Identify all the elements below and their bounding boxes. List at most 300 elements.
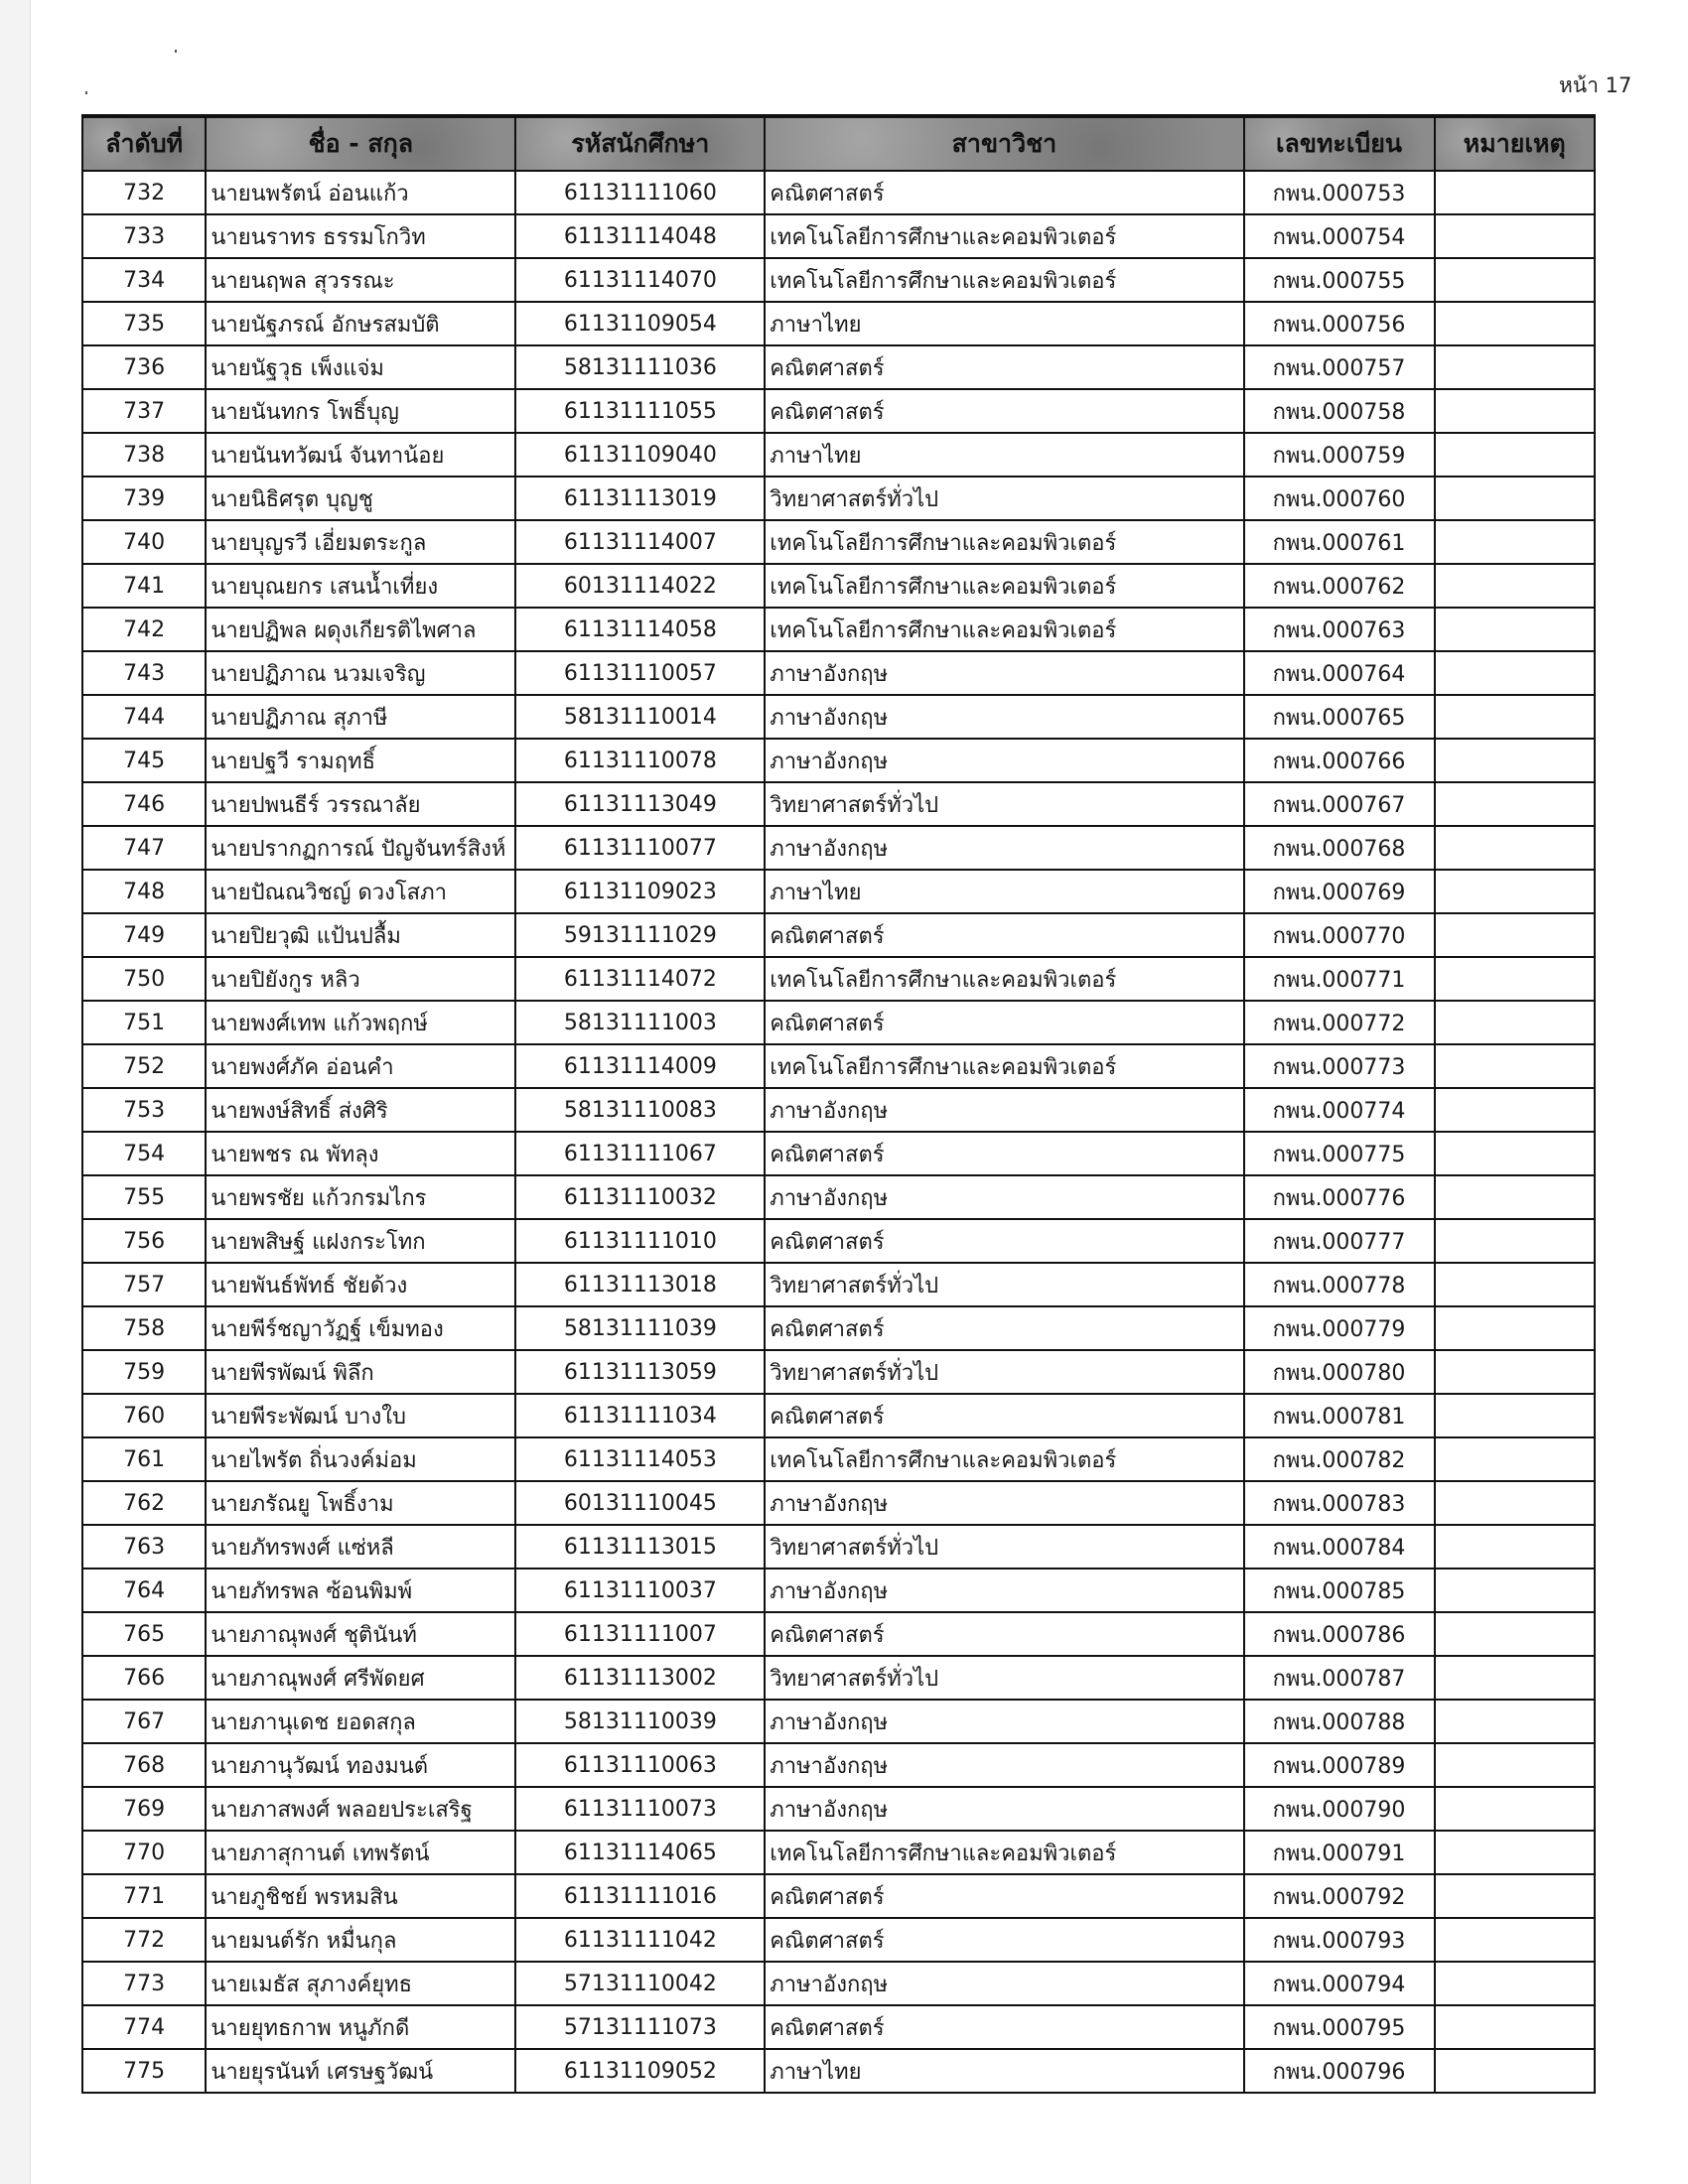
cell-order: 737	[82, 389, 206, 433]
cell-name: นายนพรัตน์ อ่อนแก้ว	[206, 171, 515, 214]
cell-remarks	[1435, 1700, 1596, 1743]
cell-registration-no: กพน.000794	[1244, 1962, 1435, 2005]
table-row	[82, 258, 1595, 302]
cell-registration-no: กพน.000766	[1244, 739, 1435, 782]
cell-remarks	[1435, 1656, 1596, 1700]
table-row	[82, 695, 1595, 739]
cell-major: คณิตศาสตร์	[765, 1612, 1243, 1656]
cell-name: นายภาณุพงศ์ ศรีพัดยศ	[206, 1656, 515, 1700]
cell-major: ภาษาอังกฤษ	[765, 1700, 1243, 1743]
cell-remarks	[1435, 1088, 1596, 1132]
cell-name: นายนันทกร โพธิ์บุญ	[206, 389, 515, 433]
table-row	[82, 477, 1595, 520]
cell-remarks	[1435, 695, 1596, 739]
table-row	[82, 1743, 1595, 1787]
cell-name: นายปฏิภาณ นวมเจริญ	[206, 651, 515, 695]
table-row	[82, 1612, 1595, 1656]
cell-student-id: 58131111036	[515, 345, 765, 389]
cell-remarks	[1435, 1394, 1596, 1437]
cell-registration-no: กพน.000779	[1244, 1306, 1435, 1350]
cell-registration-no: กพน.000788	[1244, 1700, 1435, 1743]
cell-registration-no: กพน.000796	[1244, 2049, 1435, 2093]
cell-major: เทคโนโลยีการศึกษาและคอมพิวเตอร์	[765, 1044, 1243, 1088]
cell-name: นายพงศ์เทพ แก้วพฤกษ์	[206, 1001, 515, 1044]
table-row	[82, 1044, 1595, 1088]
cell-remarks	[1435, 870, 1596, 913]
cell-major: วิทยาศาสตร์ทั่วไป	[765, 1525, 1243, 1569]
cell-major: ภาษาอังกฤษ	[765, 1175, 1243, 1219]
table-row	[82, 1001, 1595, 1044]
cell-remarks	[1435, 957, 1596, 1001]
cell-remarks	[1435, 739, 1596, 782]
header-name: ชื่อ - สกุล	[206, 116, 515, 171]
header-major: สาขาวิชา	[765, 116, 1243, 171]
cell-major: วิทยาศาสตร์ทั่วไป	[765, 1350, 1243, 1394]
cell-order: 743	[82, 651, 206, 695]
cell-major: วิทยาศาสตร์ทั่วไป	[765, 782, 1243, 826]
cell-remarks	[1435, 608, 1596, 651]
table-row	[82, 433, 1595, 477]
cell-major: เทคโนโลยีการศึกษาและคอมพิวเตอร์	[765, 1437, 1243, 1481]
cell-major: วิทยาศาสตร์ทั่วไป	[765, 477, 1243, 520]
cell-name: นายนราทร ธรรมโกวิท	[206, 214, 515, 258]
cell-remarks	[1435, 214, 1596, 258]
cell-remarks	[1435, 782, 1596, 826]
cell-name: นายนัฐวุธ เพ็งแจ่ม	[206, 345, 515, 389]
cell-student-id: 61131110032	[515, 1175, 765, 1219]
cell-major: ภาษาไทย	[765, 433, 1243, 477]
cell-student-id: 61131109023	[515, 870, 765, 913]
cell-registration-no: กพน.000781	[1244, 1394, 1435, 1437]
cell-name: นายภาสุกานต์ เทพรัตน์	[206, 1831, 515, 1874]
cell-order: 766	[82, 1656, 206, 1700]
cell-major: ภาษาอังกฤษ	[765, 826, 1243, 870]
cell-name: นายนันทวัฒน์ จันทาน้อย	[206, 433, 515, 477]
cell-registration-no: กพน.000776	[1244, 1175, 1435, 1219]
table-row	[82, 1656, 1595, 1700]
cell-name: นายนฤพล สุวรรณะ	[206, 258, 515, 302]
cell-remarks	[1435, 1263, 1596, 1306]
cell-remarks	[1435, 1569, 1596, 1612]
table-row	[82, 1874, 1595, 1918]
cell-order: 752	[82, 1044, 206, 1088]
cell-registration-no: กพน.000775	[1244, 1132, 1435, 1175]
cell-name: นายพชร ณ พัทลุง	[206, 1132, 515, 1175]
cell-remarks	[1435, 258, 1596, 302]
cell-order: 759	[82, 1350, 206, 1394]
cell-order: 742	[82, 608, 206, 651]
cell-name: นายพีระพัฒน์ บางใบ	[206, 1394, 515, 1437]
cell-name: นายบุณยกร เสนน้ำเที่ยง	[206, 564, 515, 608]
cell-student-id: 61131111010	[515, 1219, 765, 1263]
cell-order: 736	[82, 345, 206, 389]
cell-order: 775	[82, 2049, 206, 2093]
table-row	[82, 1569, 1595, 1612]
table-row	[82, 1700, 1595, 1743]
cell-major: คณิตศาสตร์	[765, 1219, 1243, 1263]
cell-remarks	[1435, 1437, 1596, 1481]
cell-order: 762	[82, 1481, 206, 1525]
cell-registration-no: กพน.000754	[1244, 214, 1435, 258]
table-row	[82, 1437, 1595, 1481]
cell-major: ภาษาอังกฤษ	[765, 739, 1243, 782]
cell-name: นายพรชัย แก้วกรมไกร	[206, 1175, 515, 1219]
cell-student-id: 61131110063	[515, 1743, 765, 1787]
cell-major: ภาษาอังกฤษ	[765, 651, 1243, 695]
cell-remarks	[1435, 1481, 1596, 1525]
table-row	[82, 1263, 1595, 1306]
cell-registration-no: กพน.000780	[1244, 1350, 1435, 1394]
cell-remarks	[1435, 2005, 1596, 2049]
cell-registration-no: กพน.000760	[1244, 477, 1435, 520]
cell-registration-no: กพน.000792	[1244, 1874, 1435, 1918]
scan-speck	[175, 50, 177, 53]
cell-registration-no: กพน.000757	[1244, 345, 1435, 389]
cell-remarks	[1435, 1001, 1596, 1044]
cell-name: นายปฏิภาณ สุภาษี	[206, 695, 515, 739]
cell-order: 756	[82, 1219, 206, 1263]
table-row	[82, 1175, 1595, 1219]
cell-registration-no: กพน.000755	[1244, 258, 1435, 302]
table-row	[82, 1481, 1595, 1525]
cell-registration-no: กพน.000756	[1244, 302, 1435, 345]
table-row	[82, 826, 1595, 870]
cell-registration-no: กพน.000774	[1244, 1088, 1435, 1132]
cell-name: นายภูชิชย์ พรหมสิน	[206, 1874, 515, 1918]
cell-major: ภาษาอังกฤษ	[765, 1569, 1243, 1612]
cell-remarks	[1435, 1874, 1596, 1918]
table-row	[82, 1962, 1595, 2005]
cell-student-id: 58131110014	[515, 695, 765, 739]
cell-student-id: 61131114070	[515, 258, 765, 302]
cell-remarks	[1435, 1918, 1596, 1962]
cell-student-id: 57131110042	[515, 1962, 765, 2005]
cell-major: วิทยาศาสตร์ทั่วไป	[765, 1656, 1243, 1700]
cell-major: เทคโนโลยีการศึกษาและคอมพิวเตอร์	[765, 957, 1243, 1001]
cell-registration-no: กพน.000762	[1244, 564, 1435, 608]
table-row	[82, 1132, 1595, 1175]
cell-registration-no: กพน.000772	[1244, 1001, 1435, 1044]
cell-registration-no: กพน.000765	[1244, 695, 1435, 739]
cell-order: 740	[82, 520, 206, 564]
cell-major: เทคโนโลยีการศึกษาและคอมพิวเตอร์	[765, 608, 1243, 651]
cell-name: นายปรากฏการณ์ ปัญจันทร์สิงห์	[206, 826, 515, 870]
cell-remarks	[1435, 1306, 1596, 1350]
cell-registration-no: กพน.000793	[1244, 1918, 1435, 1962]
cell-order: 748	[82, 870, 206, 913]
cell-major: ภาษาไทย	[765, 302, 1243, 345]
cell-order: 754	[82, 1132, 206, 1175]
cell-registration-no: กพน.000789	[1244, 1743, 1435, 1787]
cell-registration-no: กพน.000771	[1244, 957, 1435, 1001]
cell-order: 767	[82, 1700, 206, 1743]
cell-order: 750	[82, 957, 206, 1001]
cell-registration-no: กพน.000787	[1244, 1656, 1435, 1700]
cell-name: นายนิธิศรุต บุญชู	[206, 477, 515, 520]
table-row	[82, 1918, 1595, 1962]
cell-order: 771	[82, 1874, 206, 1918]
cell-remarks	[1435, 1044, 1596, 1088]
cell-remarks	[1435, 2049, 1596, 2093]
table-row	[82, 1350, 1595, 1394]
table-row	[82, 171, 1595, 214]
cell-registration-no: กพน.000768	[1244, 826, 1435, 870]
table-row	[82, 782, 1595, 826]
cell-name: นายไพรัต ถิ่นวงค์ม่อม	[206, 1437, 515, 1481]
cell-student-id: 61131114007	[515, 520, 765, 564]
cell-registration-no: กพน.000777	[1244, 1219, 1435, 1263]
cell-name: นายพสิษฐ์ แฝงกระโทก	[206, 1219, 515, 1263]
cell-registration-no: กพน.000761	[1244, 520, 1435, 564]
cell-name: นายปพนธีร์ วรรณาลัย	[206, 782, 515, 826]
cell-registration-no: กพน.000786	[1244, 1612, 1435, 1656]
cell-name: นายภาณุพงศ์ ชุตินันท์	[206, 1612, 515, 1656]
cell-remarks	[1435, 477, 1596, 520]
cell-registration-no: กพน.000783	[1244, 1481, 1435, 1525]
cell-student-id: 61131113002	[515, 1656, 765, 1700]
cell-registration-no: กพน.000785	[1244, 1569, 1435, 1612]
table-row	[82, 651, 1595, 695]
cell-student-id: 61131110037	[515, 1569, 765, 1612]
cell-student-id: 61131110057	[515, 651, 765, 695]
cell-major: เทคโนโลยีการศึกษาและคอมพิวเตอร์	[765, 520, 1243, 564]
cell-order: 747	[82, 826, 206, 870]
cell-order: 758	[82, 1306, 206, 1350]
cell-name: นายยุทธกาพ หนูภักดี	[206, 2005, 515, 2049]
cell-student-id: 59131111029	[515, 913, 765, 957]
cell-remarks	[1435, 302, 1596, 345]
cell-registration-no: กพน.000764	[1244, 651, 1435, 695]
scan-speck	[85, 91, 87, 94]
cell-registration-no: กพน.000770	[1244, 913, 1435, 957]
cell-name: นายพีร์ชญาวัฏฐ์ เข็มทอง	[206, 1306, 515, 1350]
table-row	[82, 520, 1595, 564]
table-row	[82, 608, 1595, 651]
cell-registration-no: กพน.000759	[1244, 433, 1435, 477]
cell-registration-no: กพน.000784	[1244, 1525, 1435, 1569]
cell-remarks	[1435, 345, 1596, 389]
table-row	[82, 302, 1595, 345]
cell-registration-no: กพน.000758	[1244, 389, 1435, 433]
cell-remarks	[1435, 1350, 1596, 1394]
cell-student-id: 58131110039	[515, 1700, 765, 1743]
cell-major: คณิตศาสตร์	[765, 345, 1243, 389]
cell-order: 749	[82, 913, 206, 957]
cell-name: นายปิยังกูร หลิว	[206, 957, 515, 1001]
cell-order: 760	[82, 1394, 206, 1437]
table-row	[82, 870, 1595, 913]
cell-name: นายภานุเดช ยอดสกุล	[206, 1700, 515, 1743]
cell-registration-no: กพน.000763	[1244, 608, 1435, 651]
cell-order: 741	[82, 564, 206, 608]
cell-major: คณิตศาสตร์	[765, 1306, 1243, 1350]
cell-student-id: 61131114072	[515, 957, 765, 1001]
cell-student-id: 61131111016	[515, 1874, 765, 1918]
cell-student-id: 58131111003	[515, 1001, 765, 1044]
cell-registration-no: กพน.000769	[1244, 870, 1435, 913]
cell-remarks	[1435, 1787, 1596, 1831]
cell-registration-no: กพน.000778	[1244, 1263, 1435, 1306]
cell-student-id: 61131109052	[515, 2049, 765, 2093]
cell-order: 735	[82, 302, 206, 345]
cell-name: นายปัณณวิชญ์ ดวงโสภา	[206, 870, 515, 913]
cell-registration-no: กพน.000795	[1244, 2005, 1435, 2049]
header-order: ลำดับที่	[82, 116, 206, 171]
cell-name: นายนัฐภรณ์ อักษรสมบัติ	[206, 302, 515, 345]
cell-major: เทคโนโลยีการศึกษาและคอมพิวเตอร์	[765, 258, 1243, 302]
cell-order: 773	[82, 1962, 206, 2005]
cell-student-id: 61131113049	[515, 782, 765, 826]
cell-registration-no: กพน.000791	[1244, 1831, 1435, 1874]
cell-student-id: 57131111073	[515, 2005, 765, 2049]
cell-order: 764	[82, 1569, 206, 1612]
cell-registration-no: กพน.000753	[1244, 171, 1435, 214]
cell-student-id: 61131111067	[515, 1132, 765, 1175]
cell-order: 761	[82, 1437, 206, 1481]
cell-major: ภาษาอังกฤษ	[765, 1481, 1243, 1525]
cell-name: นายภัทรพงศ์ แซ่หลี	[206, 1525, 515, 1569]
cell-name: นายปฐวี รามฤทธิ์	[206, 739, 515, 782]
cell-major: เทคโนโลยีการศึกษาและคอมพิวเตอร์	[765, 1831, 1243, 1874]
cell-remarks	[1435, 1219, 1596, 1263]
cell-order: 744	[82, 695, 206, 739]
cell-student-id: 61131110078	[515, 739, 765, 782]
cell-student-id: 61131113018	[515, 1263, 765, 1306]
cell-student-id: 61131111042	[515, 1918, 765, 1962]
cell-name: นายภาสพงศ์ พลอยประเสริฐ	[206, 1787, 515, 1831]
cell-major: ภาษาไทย	[765, 870, 1243, 913]
cell-remarks	[1435, 913, 1596, 957]
cell-order: 769	[82, 1787, 206, 1831]
cell-student-id: 61131113059	[515, 1350, 765, 1394]
cell-student-id: 61131111055	[515, 389, 765, 433]
cell-student-id: 61131109040	[515, 433, 765, 477]
table-row	[82, 1394, 1595, 1437]
cell-student-id: 61131114053	[515, 1437, 765, 1481]
cell-student-id: 61131113015	[515, 1525, 765, 1569]
table-row	[82, 1088, 1595, 1132]
cell-major: คณิตศาสตร์	[765, 2005, 1243, 2049]
cell-major: คณิตศาสตร์	[765, 1001, 1243, 1044]
cell-name: นายเมธัส สุภางค์ยุทธ	[206, 1962, 515, 2005]
cell-major: วิทยาศาสตร์ทั่วไป	[765, 1263, 1243, 1306]
table-row	[82, 2049, 1595, 2093]
cell-order: 745	[82, 739, 206, 782]
table-row	[82, 1306, 1595, 1350]
table-row	[82, 1831, 1595, 1874]
table-row	[82, 2005, 1595, 2049]
cell-major: คณิตศาสตร์	[765, 913, 1243, 957]
cell-name: นายปฏิพล ผดุงเกียรติไพศาล	[206, 608, 515, 651]
cell-name: นายปิยวุฒิ แป้นปลื้ม	[206, 913, 515, 957]
table-row	[82, 1787, 1595, 1831]
cell-remarks	[1435, 433, 1596, 477]
cell-order: 739	[82, 477, 206, 520]
header-registration-no: เลขทะเบียน	[1244, 116, 1435, 171]
cell-order: 770	[82, 1831, 206, 1874]
cell-order: 755	[82, 1175, 206, 1219]
cell-student-id: 61131111060	[515, 171, 765, 214]
page-number: หน้า 17	[1559, 73, 1632, 97]
table-body	[82, 171, 1595, 2093]
cell-name: นายพงศ์ภัค อ่อนคำ	[206, 1044, 515, 1088]
cell-name: นายภัทรพล ซ้อนพิมพ์	[206, 1569, 515, 1612]
cell-name: นายพงษ์สิทธิ์ ส่งศิริ	[206, 1088, 515, 1132]
cell-order: 733	[82, 214, 206, 258]
cell-order: 763	[82, 1525, 206, 1569]
cell-student-id: 61131114058	[515, 608, 765, 651]
cell-major: ภาษาอังกฤษ	[765, 1743, 1243, 1787]
cell-student-id: 61131111034	[515, 1394, 765, 1437]
cell-remarks	[1435, 1743, 1596, 1787]
table-row	[82, 564, 1595, 608]
cell-major: ภาษาอังกฤษ	[765, 1787, 1243, 1831]
cell-major: คณิตศาสตร์	[765, 1874, 1243, 1918]
cell-order: 757	[82, 1263, 206, 1306]
cell-remarks	[1435, 1612, 1596, 1656]
table-row	[82, 345, 1595, 389]
cell-major: คณิตศาสตร์	[765, 171, 1243, 214]
cell-student-id: 61131114048	[515, 214, 765, 258]
cell-student-id: 61131113019	[515, 477, 765, 520]
cell-remarks	[1435, 1132, 1596, 1175]
cell-remarks	[1435, 1831, 1596, 1874]
cell-remarks	[1435, 389, 1596, 433]
cell-remarks	[1435, 1962, 1596, 2005]
cell-major: คณิตศาสตร์	[765, 1918, 1243, 1962]
cell-order: 746	[82, 782, 206, 826]
table-header-row	[82, 116, 1595, 171]
table-row	[82, 739, 1595, 782]
cell-registration-no: กพน.000782	[1244, 1437, 1435, 1481]
cell-student-id: 61131114009	[515, 1044, 765, 1088]
cell-name: นายบุญรวี เอี่ยมตระกูล	[206, 520, 515, 564]
cell-major: ภาษาไทย	[765, 2049, 1243, 2093]
cell-student-id: 60131114022	[515, 564, 765, 608]
cell-remarks	[1435, 651, 1596, 695]
table-row	[82, 389, 1595, 433]
cell-order: 772	[82, 1918, 206, 1962]
header-remarks: หมายเหตุ	[1435, 116, 1596, 171]
cell-order: 734	[82, 258, 206, 302]
cell-order: 732	[82, 171, 206, 214]
cell-major: ภาษาอังกฤษ	[765, 1088, 1243, 1132]
table-row	[82, 1219, 1595, 1263]
cell-remarks	[1435, 520, 1596, 564]
cell-name: นายพีรพัฒน์ พิลึก	[206, 1350, 515, 1394]
cell-student-id: 58131110083	[515, 1088, 765, 1132]
cell-order: 753	[82, 1088, 206, 1132]
table-row	[82, 1525, 1595, 1569]
cell-major: คณิตศาสตร์	[765, 1394, 1243, 1437]
cell-student-id: 61131110073	[515, 1787, 765, 1831]
cell-remarks	[1435, 1175, 1596, 1219]
cell-registration-no: กพน.000790	[1244, 1787, 1435, 1831]
cell-order: 765	[82, 1612, 206, 1656]
table-row	[82, 214, 1595, 258]
table-row	[82, 913, 1595, 957]
cell-major: คณิตศาสตร์	[765, 1132, 1243, 1175]
cell-major: เทคโนโลยีการศึกษาและคอมพิวเตอร์	[765, 564, 1243, 608]
cell-order: 768	[82, 1743, 206, 1787]
cell-order: 751	[82, 1001, 206, 1044]
cell-major: ภาษาอังกฤษ	[765, 695, 1243, 739]
cell-student-id: 61131114065	[515, 1831, 765, 1874]
cell-name: นายมนต์รัก หมื่นกุล	[206, 1918, 515, 1962]
cell-student-id: 60131110045	[515, 1481, 765, 1525]
cell-major: ภาษาอังกฤษ	[765, 1962, 1243, 2005]
cell-student-id: 61131111007	[515, 1612, 765, 1656]
